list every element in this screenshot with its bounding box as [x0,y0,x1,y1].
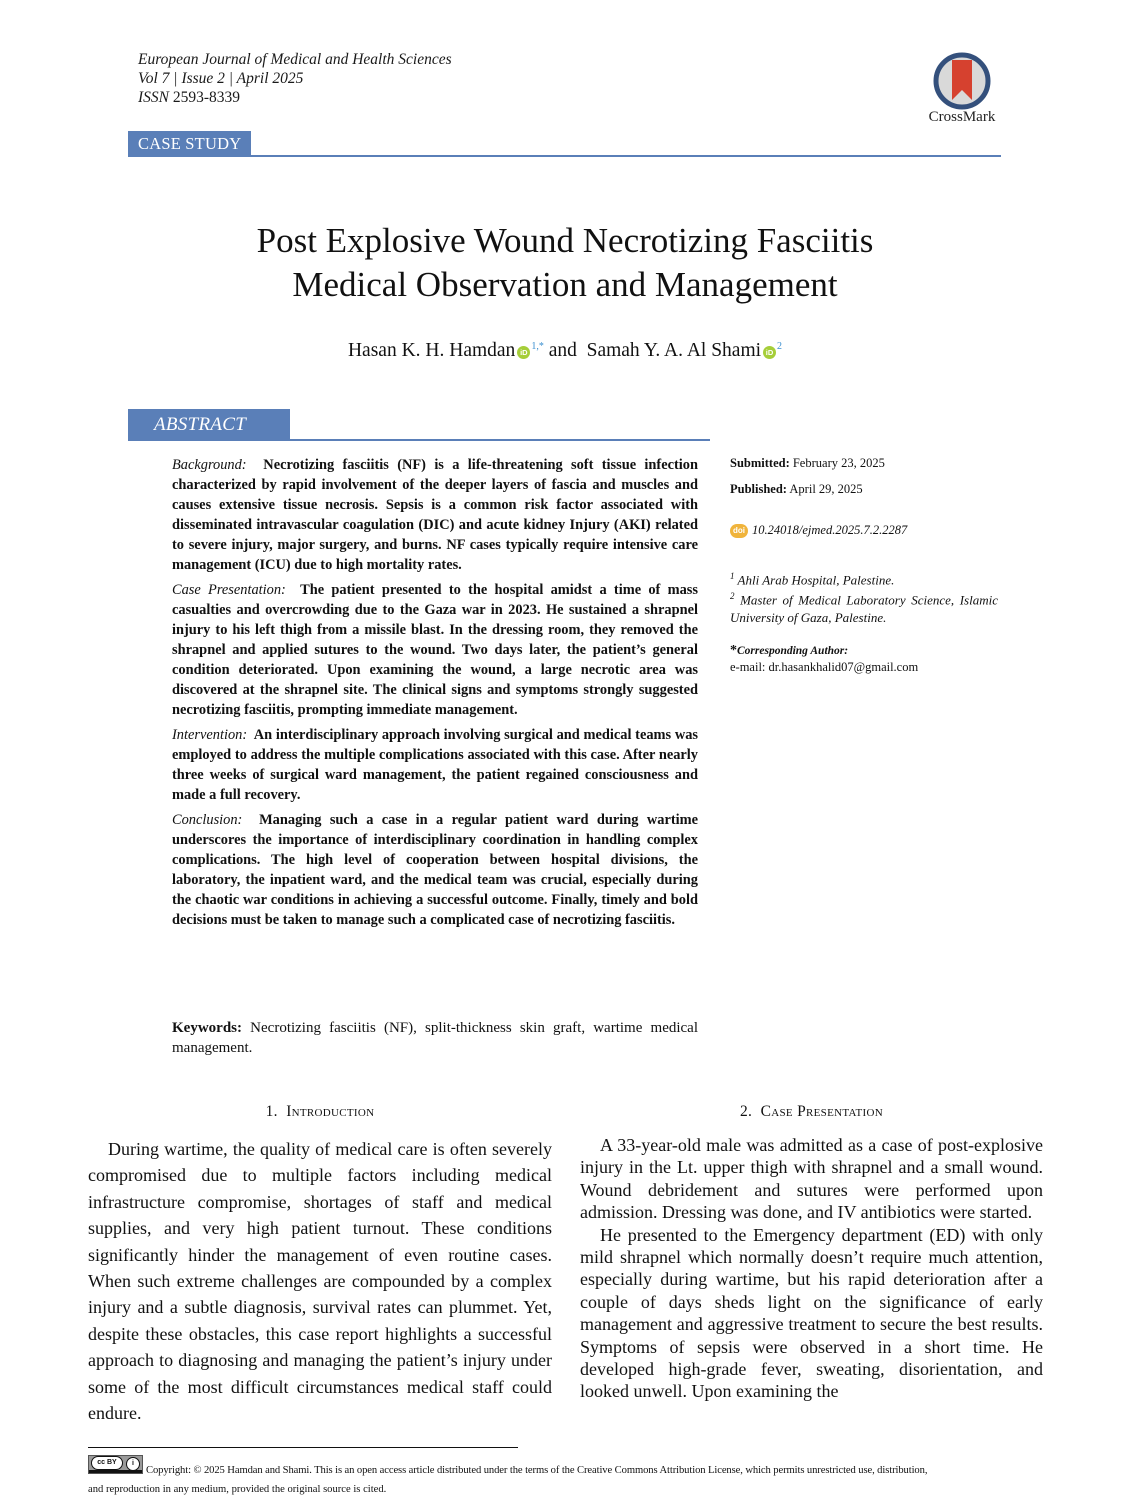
section-heading-introduction [88,1103,552,1121]
crossmark-icon [933,52,991,110]
affiliation-text: Master of Medical Laboratory Science, Islamic University of Gaza, Palestine. [730,592,998,625]
author-name[interactable]: Hasan K. H. Hamdan [347,340,516,361]
orcid-icon[interactable]: iD [517,346,530,359]
issn-label: ISSN [138,89,169,106]
author-name[interactable]: Samah Y. A. Al Shami [586,340,762,361]
paragraph: He presented to the Emergency department (ED) with only mild shrapnel which normally doesn’t require much attention, especially during wartime, but his rapid deterioration after a couple of days sheds light on the significance of early management and aggressive treatment to secure the best results. Symptoms of sepsis were observed in a short time. He developed high-grade fever, sweating, disorientation, and looked unwell. Upon examining the [580,1224,1043,1402]
case-presentation-text [580,1134,1043,1403]
published-value: April 29, 2025 [789,482,863,496]
abstract-body [172,455,698,935]
published-date [730,482,863,497]
footnote-divider [88,1447,518,1448]
abstract-text: Managing such a case in a regular patient ward during wartime underscores the importance of interdisciplinary coordination in handling complex complications. The high level of cooperation between hospital divisions, the laboratory, the inpatient ward, and the medical team was crucial, especially during the chaotic war conditions in achieving a successful outcome. Finally, timely and bold decisions must be taken to manage such a complicated case of necrotizing fasciitis. [172,812,698,928]
doi-link[interactable]: 10.24018/ejmed.2025.7.2.2287 [752,523,908,537]
section-title: Introduction [286,1103,375,1120]
license-icon-text: cc BY [91,1456,123,1470]
crossmark-badge[interactable] [922,52,1002,126]
affiliation-1 [730,568,998,588]
doi [730,523,907,538]
authors-joiner: and [548,340,577,361]
affiliation-2 [730,588,998,625]
paragraph: During wartime, the quality of medical care is often severely compromised due to multiple factors including medical infrastructure compromise, shortages of staff and medical supplies, and very high patient turnout. These conditions significantly hinder the management of even routine cases. When such extreme challenges are compounded by a complex injury and a subtle diagnosis, survival rates can plummet. Yet, despite these obstacles, this case report highlights a successful approach to diagnosing and managing the patient’s injury under some of the most difficult circumstances medical staff could endure. [88,1139,552,1424]
abstract-label: Conclusion: [172,812,243,828]
abstract-text: The patient presented to the hospital amidst a time of mass casualties and overcrowding due to the Gaza war in 2023. He sustained a shrapnel injury to his left thigh from a missile blast. In the dressing room, they removed the shrapnel and applied sutures to the wound. Two days later, the patient’s general condition deteriorated. Upon examining the wound, a large necrotic area was discovered at the shrapnel site. The clinical signs and symptoms strongly suggested necrotizing fasciitis, prompting immediate management. [172,582,699,718]
corresponding-label: Corresponding Author: [737,645,849,657]
journal-name: European Journal of Medical and Health Sciences [138,51,452,68]
affiliation-marks: 2 [777,341,783,352]
abstract-section-background [172,455,698,575]
title-line-2: Medical Observation and Management [292,265,838,304]
affiliations [730,568,998,626]
paragraph: A 33-year-old male was admitted as a case of post-explosive injury in the Lt. upper thigh with shrapnel and a small wound. Wound debridement and sutures were performed upon admission. Dressing was done, and IV antibiotics were started. [580,1135,1043,1223]
keywords-label: Keywords: [172,1020,242,1036]
orcid-icon[interactable]: iD [763,346,776,359]
affiliation-text: Ahli Arab Hospital, Palestine. [737,572,895,588]
abstract-section-case-presentation [172,580,698,720]
license-bar [89,1470,142,1473]
abstract-section-conclusion [172,810,698,930]
author-list [0,340,1130,362]
section-number: 1. [265,1103,278,1120]
keywords [172,1018,698,1058]
submitted-value: February 23, 2025 [792,456,885,470]
cc-by-license-icon[interactable] [88,1455,143,1474]
affiliation-mark: 1 [730,571,735,581]
abstract-text: An interdisciplinary approach involving surgical and medical teams was employed to address the multiple complications associated with this case. After nearly three weeks of surgical ward management, the patient regained consciousness and made a full recovery. [172,727,699,803]
affiliation-marks: 1,* [531,341,544,352]
abstract-label: Case Presentation: [172,582,286,598]
submitted-date [730,456,885,471]
article-type-tag: CASE STUDY [128,131,251,155]
abstract-section-intervention [172,725,698,805]
header-divider [128,155,1001,157]
corresponding-star: * [730,643,737,658]
volume-issue: Vol 7 | Issue 2 | April 2025 [138,70,304,87]
introduction-text [88,1136,552,1426]
journal-header [138,50,452,107]
section-title: Case Presentation [760,1103,883,1120]
abstract-divider [290,439,710,441]
abstract-text: Necrotizing fasciitis (NF) is a life-threatening soft tissue infection characterized by rapid involvement of the deeper layers of fascia and muscles and causes extensive tissue necrosis. Sepsis is a common risk factor associated with disseminated intravascular coagulation (DIC) and acute kidney Injury (AKI) related to severe injury, major surgery, and burns. NF cases typically require intensive care management (ICU) due to high mortality rates. [172,457,698,573]
keywords-text: Necrotizing fasciitis (NF), split-thickness skin graft, wartime medical management. [172,1020,699,1056]
title-line-1: Post Explosive Wound Necrotizing Fasciitis [256,221,874,260]
submitted-label: Submitted: [730,456,790,470]
article-title [0,219,1130,307]
section-number: 2. [740,1103,753,1120]
crossmark-label: CrossMark [928,109,996,125]
abstract-heading [128,409,290,441]
corresponding-author [730,642,918,675]
abstract-label: Background: [172,457,247,473]
abstract-label: Intervention: [172,727,248,743]
published-label: Published: [730,482,787,496]
attribution-icon: i [126,1457,140,1471]
issn-number: 2593-8339 [172,89,241,106]
issn [138,88,452,107]
copyright-line-1: Copyright: © 2025 Hamdan and Shami. This is an open access article distributed under the terms of the Creative Commons Attribution License, which permits unrestricted use, distribution, [146,1465,928,1476]
email-link[interactable]: dr.hasankhalid07@gmail.com [768,660,919,674]
email-label: e-mail: [730,660,766,674]
copyright-line-2: and reproduction in any medium, provided the original source is cited. [88,1484,387,1495]
abstract-heading-text: ABSTRACT [154,414,247,435]
affiliation-mark: 2 [730,591,735,602]
section-heading-case-presentation [580,1103,1043,1121]
doi-icon: doi [730,524,748,538]
